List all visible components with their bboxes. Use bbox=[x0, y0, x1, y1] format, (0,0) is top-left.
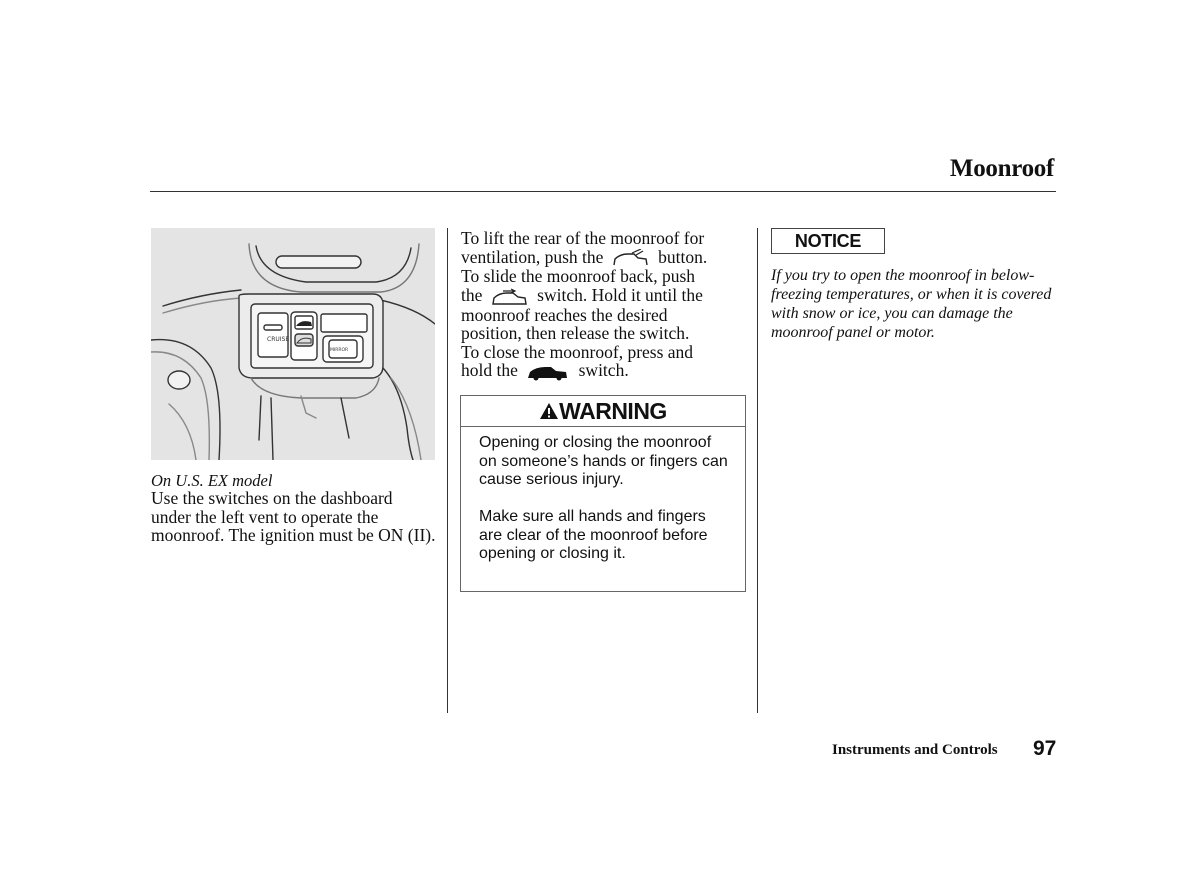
cruise-label: CRUISE bbox=[267, 336, 290, 343]
op-line: To close the moonroof, press and bbox=[461, 341, 694, 362]
op-line-text: ventilation, push the bbox=[461, 246, 604, 267]
tilt-up-moonroof-icon bbox=[608, 249, 654, 267]
op-line-text: the bbox=[461, 284, 483, 305]
slide-open-moonroof-icon bbox=[487, 288, 533, 306]
op-line: To slide the moonroof back, push bbox=[461, 266, 696, 287]
notice-text: If you try to open the moonroof in below-freezing temperatures, or when it is covered with snow or ice, you can damage the moonroof panel or motor. bbox=[771, 267, 1052, 341]
op-line-text: switch. bbox=[578, 360, 629, 381]
op-line bbox=[461, 286, 751, 306]
header-rule bbox=[150, 191, 1056, 192]
op-line-text: hold the bbox=[461, 360, 518, 381]
warning-box bbox=[460, 395, 746, 592]
column1-text: Use the switches on the dashboard under the left vent to operate the moonroof. The ignition must be ON (II). bbox=[151, 488, 436, 545]
warning-heading bbox=[461, 396, 745, 427]
warning-paragraph-2: Make sure all hands and fingers are clear of the moonroof before opening or closing it. bbox=[479, 508, 708, 562]
op-line-text: button. bbox=[658, 246, 708, 267]
dashboard-drawing bbox=[151, 228, 435, 460]
moonroof-operation-text bbox=[461, 229, 751, 381]
column-divider-right bbox=[757, 228, 758, 713]
column-divider-left bbox=[447, 228, 448, 713]
op-line bbox=[461, 248, 751, 268]
dashboard-switch-illustration bbox=[151, 228, 435, 460]
mirror-label: MIRROR bbox=[330, 348, 349, 353]
op-line bbox=[461, 361, 751, 381]
page-number: 97 bbox=[1033, 737, 1057, 760]
op-line: position, then release the switch. bbox=[461, 323, 690, 344]
close-moonroof-icon bbox=[522, 363, 574, 381]
warning-body bbox=[461, 427, 745, 564]
footer-section-title: Instruments and Controls bbox=[832, 742, 998, 758]
op-line: moonroof reaches the desired bbox=[461, 304, 668, 325]
warning-heading-text: WARNING bbox=[559, 398, 667, 424]
warning-paragraph-1: Opening or closing the moonroof on someone’s hands or fingers can cause serious injury. bbox=[479, 434, 728, 488]
illustration-caption: On U.S. EX model bbox=[151, 471, 273, 490]
op-line: To lift the rear of the moonroof for bbox=[461, 228, 705, 248]
notice-heading: NOTICE bbox=[771, 228, 885, 254]
page-title: Moonroof bbox=[949, 155, 1054, 182]
op-line-text: switch. Hold it until the bbox=[537, 284, 703, 305]
warning-triangle-icon bbox=[539, 402, 559, 420]
